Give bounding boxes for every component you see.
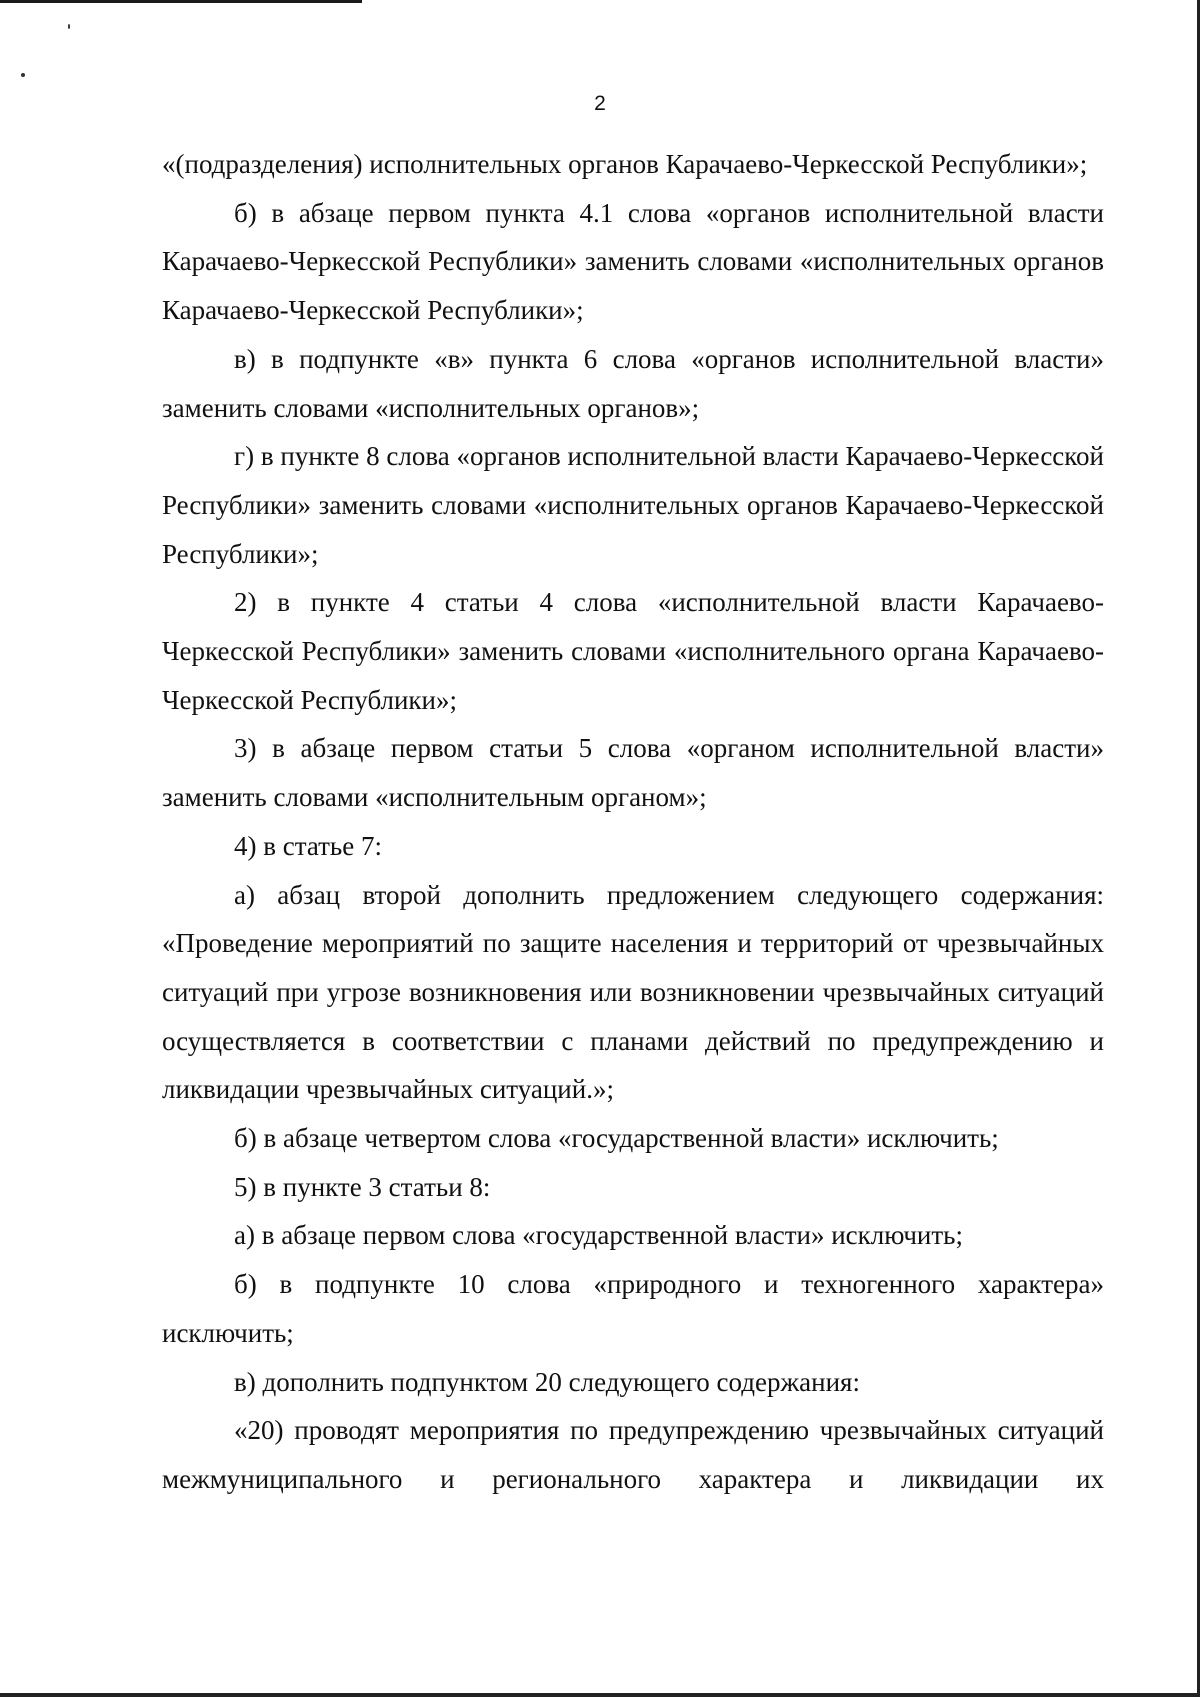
paragraph: 3) в абзаце первом статьи 5 слова «органом исполнительной власти» заменить словами «исполнительным органом»;	[162, 733, 1104, 813]
paragraph: а) абзац второй дополнить предложением следующего содержания: «Проведение мероприятий по защите населения и территорий от чрезвычайных ситуаций при угрозе возникновения или возникновении чрезвычайных ситуаций осуществляется в соответствии с планами действий по предупреждению и ликвидации чрезвычайных ситуаций.»;	[162, 879, 1104, 1105]
document-body	[162, 140, 1104, 1504]
paragraph: а) в абзаце первом слова «государственной власти» исключить;	[234, 1220, 963, 1251]
scan-edge-bottom	[0, 1693, 1200, 1697]
scan-speck	[21, 73, 25, 77]
paragraph: б) в абзаце первом пункта 4.1 слова «органов исполнительной власти Карачаево-Черкесской Республики» заменить словами «исполнительных органов Карачаево-Черкесской Республики»;	[162, 197, 1104, 326]
page-number: 2	[594, 92, 606, 115]
paragraph: б) в абзаце четвертом слова «государственной власти» исключить;	[234, 1123, 999, 1154]
paragraph: в) дополнить подпунктом 20 следующего содержания:	[234, 1366, 860, 1397]
scan-speck	[68, 24, 70, 29]
paragraph: «(подразделения) исполнительных органов Карачаево-Черкесской Республики»;	[162, 149, 1088, 179]
paragraph: 5) в пункте 3 статьи 8:	[234, 1171, 491, 1202]
paragraph-continued: «20) проводят мероприятия по предупреждению чрезвычайных ситуаций межмуниципального и регионального характера и ликвидации их	[162, 1415, 1104, 1494]
paragraph: 4) в статье 7:	[234, 830, 382, 861]
paragraph: 2) в пункте 4 статьи 4 слова «исполнительной власти Карачаево-Черкесской Республики» заменить словами «исполнительного органа Карачаево-Черкесской Республики»;	[162, 587, 1104, 715]
scan-edge-top	[0, 0, 362, 3]
paragraph: г) в пункте 8 слова «органов исполнительной власти Карачаево-Черкесской Республики» заменить словами «исполнительных органов Карачаево-Черкесской Республики»;	[162, 441, 1104, 569]
paragraph: б) в подпункте 10 слова «природного и техногенного характера» исключить;	[162, 1269, 1104, 1348]
paragraph: в) в подпункте «в» пункта 6 слова «органов исполнительной власти» заменить словами «исполнительных органов»;	[162, 343, 1104, 423]
